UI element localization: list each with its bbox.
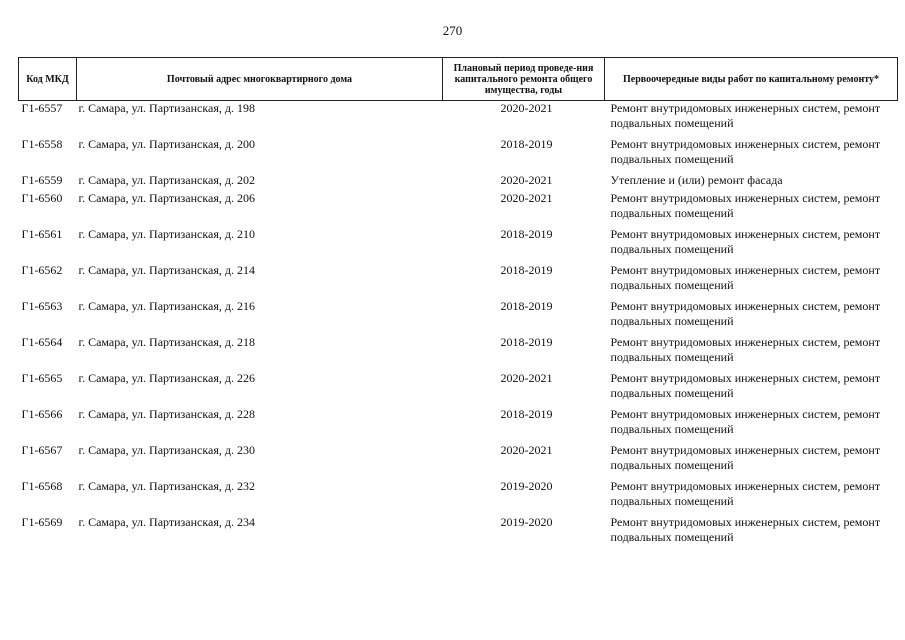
cell-works: Ремонт внутридомовых инженерных систем, ремонт подвальных помещений — [610, 101, 881, 130]
cell-address: г. Самара, ул. Партизанская, д. 210 — [78, 227, 255, 241]
cell-works: Ремонт внутридомовых инженерных систем, ремонт подвальных помещений — [610, 479, 881, 508]
cell-works: Ремонт внутридомовых инженерных систем, ремонт подвальных помещений — [610, 443, 881, 472]
page-number: 270 — [442, 23, 463, 38]
cell-works: Ремонт внутридомовых инженерных систем, ремонт подвальных помещений — [610, 227, 881, 256]
cell-address: г. Самара, ул. Партизанская, д. 202 — [78, 173, 255, 187]
cell-works: Ремонт внутридомовых инженерных систем, ремонт подвальных помещений — [610, 263, 881, 292]
table-body — [19, 101, 898, 552]
cell-period: 2020-2021 — [500, 173, 553, 187]
cell-code: Г1-6562 — [21, 263, 63, 277]
table-header — [19, 58, 898, 101]
cell-address: г. Самара, ул. Партизанская, д. 200 — [78, 137, 255, 151]
cell-code: Г1-6561 — [21, 227, 63, 241]
cell-period: 2018-2019 — [500, 137, 553, 151]
cell-period: 2018-2019 — [500, 407, 553, 421]
cell-address: г. Самара, ул. Партизанская, д. 230 — [78, 443, 255, 457]
cell-works: Ремонт внутридомовых инженерных систем, ремонт подвальных помещений — [610, 407, 881, 436]
cell-address: г. Самара, ул. Партизанская, д. 214 — [78, 263, 255, 277]
cell-period: 2019-2020 — [500, 515, 553, 529]
cell-period: 2018-2019 — [500, 263, 553, 277]
cell-period: 2020-2021 — [500, 101, 553, 115]
table-row — [19, 479, 898, 515]
cell-code: Г1-6568 — [21, 479, 63, 493]
cell-works: Ремонт внутридомовых инженерных систем, ремонт подвальных помещений — [610, 299, 881, 328]
cell-period: 2020-2021 — [500, 191, 553, 205]
cell-period: 2019-2020 — [500, 479, 553, 493]
table-row — [19, 173, 898, 191]
header-period: Плановый период проведе-ния капитального ремонта общего имущества, годы — [443, 58, 605, 101]
table-row — [19, 101, 898, 138]
cell-works: Ремонт внутридомовых инженерных систем, ремонт подвальных помещений — [610, 191, 881, 220]
cell-code: Г1-6566 — [21, 407, 63, 421]
cell-address: г. Самара, ул. Партизанская, д. 206 — [78, 191, 255, 205]
cell-code: Г1-6569 — [21, 515, 63, 529]
table-row — [19, 227, 898, 263]
cell-code: Г1-6559 — [21, 173, 63, 187]
cell-code: Г1-6560 — [21, 191, 63, 205]
cell-period: 2018-2019 — [500, 335, 553, 349]
capital-repair-table — [18, 57, 898, 551]
header-works: Первоочередные виды работ по капитальному ремонту* — [605, 58, 898, 101]
cell-address: г. Самара, ул. Партизанская, д. 226 — [78, 371, 255, 385]
cell-address: г. Самара, ул. Партизанская, д. 198 — [78, 101, 255, 115]
cell-period: 2020-2021 — [500, 443, 553, 457]
header-address: Почтовый адрес многоквартирного дома — [77, 58, 443, 101]
cell-address: г. Самара, ул. Партизанская, д. 232 — [78, 479, 255, 493]
table-row — [19, 191, 898, 227]
cell-code: Г1-6567 — [21, 443, 63, 457]
cell-address: г. Самара, ул. Партизанская, д. 216 — [78, 299, 255, 313]
cell-code: Г1-6563 — [21, 299, 63, 313]
table-row — [19, 515, 898, 551]
cell-period: 2020-2021 — [500, 371, 553, 385]
table-row — [19, 335, 898, 371]
table-row — [19, 443, 898, 479]
cell-works: Утепление и (или) ремонт фасада — [610, 173, 783, 187]
cell-works: Ремонт внутридомовых инженерных систем, ремонт подвальных помещений — [610, 137, 881, 166]
table-row — [19, 137, 898, 173]
header-code: Код МКД — [19, 58, 77, 101]
table-row — [19, 371, 898, 407]
cell-works: Ремонт внутридомовых инженерных систем, ремонт подвальных помещений — [610, 335, 881, 364]
cell-address: г. Самара, ул. Партизанская, д. 234 — [78, 515, 255, 529]
cell-address: г. Самара, ул. Партизанская, д. 228 — [78, 407, 255, 421]
cell-period: 2018-2019 — [500, 299, 553, 313]
cell-works: Ремонт внутридомовых инженерных систем, ремонт подвальных помещений — [610, 515, 881, 544]
table-row — [19, 299, 898, 335]
header-row — [19, 58, 898, 101]
cell-code: Г1-6558 — [21, 137, 63, 151]
cell-code: Г1-6564 — [21, 335, 63, 349]
cell-address: г. Самара, ул. Партизанская, д. 218 — [78, 335, 255, 349]
cell-period: 2018-2019 — [500, 227, 553, 241]
table-row — [19, 407, 898, 443]
cell-code: Г1-6565 — [21, 371, 63, 385]
cell-code: Г1-6557 — [21, 101, 63, 115]
table-row — [19, 263, 898, 299]
cell-works: Ремонт внутридомовых инженерных систем, ремонт подвальных помещений — [610, 371, 881, 400]
